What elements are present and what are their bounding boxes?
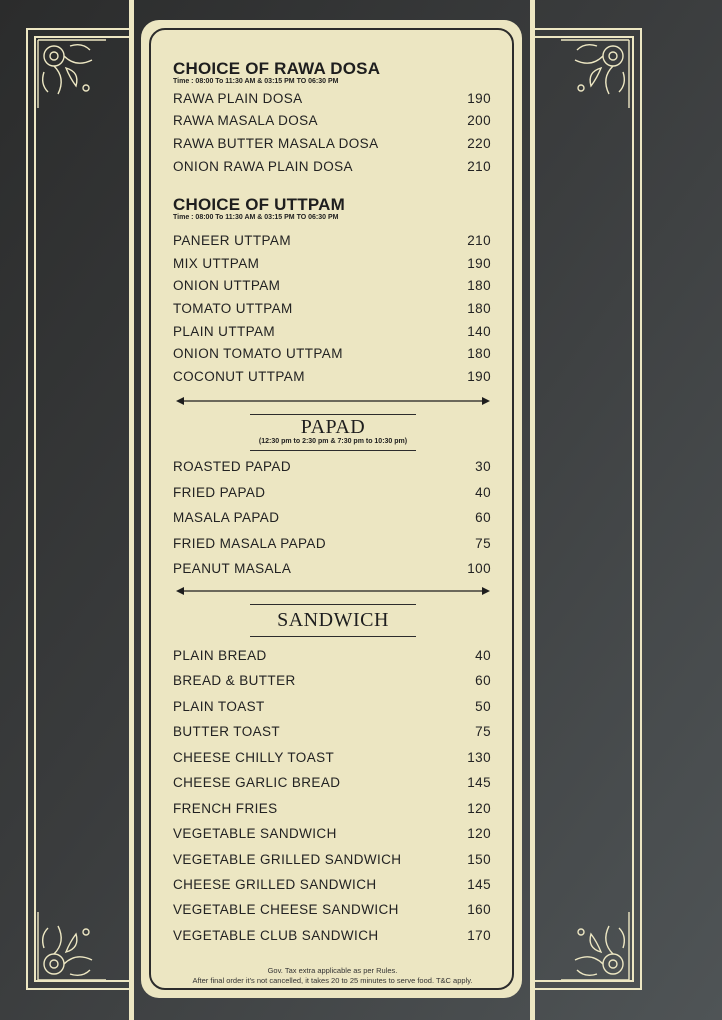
floral-ornament-icon: [553, 38, 631, 116]
item-name: RAWA MASALA DOSA: [173, 113, 318, 128]
list-item: [173, 724, 491, 744]
item-name: PLAIN TOAST: [173, 699, 265, 714]
item-name: BREAD & BUTTER: [173, 673, 296, 688]
item-price: 160: [467, 902, 491, 917]
item-price: 200: [467, 113, 491, 128]
title-rule-bottom: [250, 450, 416, 451]
item-price: 210: [467, 159, 491, 174]
list-item: [173, 301, 491, 321]
title-rule-bottom: [250, 636, 416, 637]
footer-terms-note: After final order it's not cancelled, it takes 20 to 25 minutes to serve food. T&C apply.: [192, 976, 473, 985]
item-price: 190: [467, 91, 491, 106]
item-price: 60: [475, 673, 491, 688]
list-item: [173, 648, 491, 668]
list-item: [173, 159, 491, 179]
list-item: [173, 324, 491, 344]
item-price: 60: [475, 510, 491, 525]
item-price: 170: [467, 928, 491, 943]
list-item: [173, 136, 491, 156]
item-price: 180: [467, 301, 491, 316]
item-name: VEGETABLE SANDWICH: [173, 826, 337, 841]
title-rule-top: [250, 414, 416, 415]
item-price: 40: [475, 485, 491, 500]
item-name: FRIED PAPAD: [173, 485, 266, 500]
floral-ornament-icon: [553, 904, 631, 982]
section-time-papad: (12:30 pm to 2:30 pm & 7:30 pm to 10:30 pm): [258, 438, 408, 445]
item-price: 210: [467, 233, 491, 248]
item-name: MASALA PAPAD: [173, 510, 280, 525]
item-price: 145: [467, 877, 491, 892]
floral-ornament-icon: [36, 38, 114, 116]
item-price: 220: [467, 136, 491, 151]
list-item: [173, 510, 491, 530]
footer-tax-note: Gov. Tax extra applicable as per Rules.: [267, 966, 398, 975]
item-name: PLAIN UTTPAM: [173, 324, 276, 339]
item-name: PEANUT MASALA: [173, 561, 292, 576]
item-name: FRENCH FRIES: [173, 801, 278, 816]
item-name: CHEESE CHILLY TOAST: [173, 750, 335, 765]
item-name: FRIED MASALA PAPAD: [173, 536, 326, 551]
item-name: VEGETABLE CHEESE SANDWICH: [173, 902, 399, 917]
list-item: [173, 775, 491, 795]
floral-ornament-icon: [36, 904, 114, 982]
section-title-rawa-dosa: CHOICE OF RAWA DOSA: [173, 59, 381, 78]
list-item: [173, 233, 491, 253]
item-price: 50: [475, 699, 491, 714]
list-item: [173, 256, 491, 276]
section-title-papad: PAPAD: [300, 416, 366, 438]
list-item: [173, 699, 491, 719]
list-item: [173, 852, 491, 872]
item-price: 180: [467, 346, 491, 361]
item-price: 30: [475, 459, 491, 474]
list-item: [173, 561, 491, 581]
title-rule-top: [250, 604, 416, 605]
list-item: [173, 877, 491, 897]
list-item: [173, 346, 491, 366]
item-price: 190: [467, 369, 491, 384]
item-name: ONION RAWA PLAIN DOSA: [173, 159, 353, 174]
item-price: 40: [475, 648, 491, 663]
list-item: [173, 278, 491, 298]
item-name: CHEESE GRILLED SANDWICH: [173, 877, 377, 892]
list-item: [173, 750, 491, 770]
section-time-uttpam: Time : 08:00 To 11:30 AM & 03:15 PM TO 06:30 PM: [173, 214, 339, 221]
list-item: [173, 369, 491, 389]
list-item: [173, 673, 491, 693]
section-time-rawa-dosa: Time : 08:00 To 11:30 AM & 03:15 PM TO 06:30 PM: [173, 78, 339, 85]
item-price: 180: [467, 278, 491, 293]
item-price: 100: [467, 561, 491, 576]
list-item: [173, 536, 491, 556]
item-name: ROASTED PAPAD: [173, 459, 291, 474]
list-item: [173, 113, 491, 133]
list-item: [173, 459, 491, 479]
item-name: BUTTER TOAST: [173, 724, 281, 739]
section-title-sandwich: SANDWICH: [277, 609, 389, 631]
item-price: 120: [467, 801, 491, 816]
item-name: COCONUT UTTPAM: [173, 369, 305, 384]
item-price: 120: [467, 826, 491, 841]
left-frame-inner: [34, 36, 132, 982]
double-arrow-divider-icon: [176, 586, 490, 596]
item-price: 150: [467, 852, 491, 867]
right-frame-inner: [532, 36, 634, 982]
item-name: VEGETABLE CLUB SANDWICH: [173, 928, 379, 943]
item-name: TOMATO UTTPAM: [173, 301, 293, 316]
item-price: 140: [467, 324, 491, 339]
list-item: [173, 928, 491, 948]
item-name: ONION UTTPAM: [173, 278, 281, 293]
item-name: VEGETABLE GRILLED SANDWICH: [173, 852, 402, 867]
item-name: CHEESE GARLIC BREAD: [173, 775, 341, 790]
section-title-uttpam: CHOICE OF UTTPAM: [173, 195, 345, 214]
item-name: RAWA BUTTER MASALA DOSA: [173, 136, 379, 151]
item-name: ONION TOMATO UTTPAM: [173, 346, 343, 361]
list-item: [173, 801, 491, 821]
list-item: [173, 826, 491, 846]
item-name: MIX UTTPAM: [173, 256, 260, 271]
item-name: RAWA PLAIN DOSA: [173, 91, 303, 106]
list-item: [173, 902, 491, 922]
item-price: 75: [475, 724, 491, 739]
list-item: [173, 485, 491, 505]
list-item: [173, 91, 491, 111]
double-arrow-divider-icon: [176, 396, 490, 406]
item-name: PLAIN BREAD: [173, 648, 267, 663]
footer-note: [160, 966, 505, 986]
item-price: 75: [475, 536, 491, 551]
item-name: PANEER UTTPAM: [173, 233, 291, 248]
item-price: 145: [467, 775, 491, 790]
item-price: 190: [467, 256, 491, 271]
item-price: 130: [467, 750, 491, 765]
